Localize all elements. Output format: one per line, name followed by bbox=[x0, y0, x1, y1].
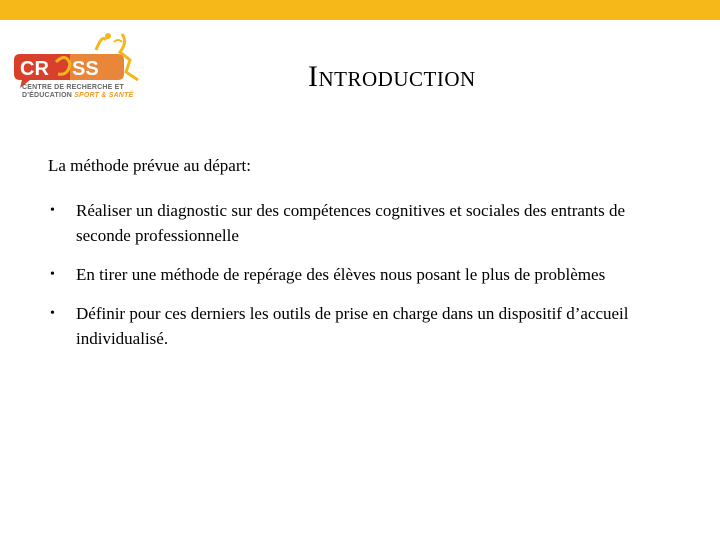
top-accent-bar bbox=[0, 0, 720, 20]
slide-title-rest: NTRODUCTION bbox=[318, 67, 476, 91]
bullet-icon: • bbox=[50, 306, 55, 321]
logo-tagline-prefix: D'ÉDUCATION bbox=[22, 92, 75, 99]
logo-tagline-accent: SPORT & SANTÉ bbox=[74, 92, 134, 99]
bullet-text: En tirer une méthode de repérage des élèves nous posant le plus de problèmes bbox=[76, 265, 606, 284]
list-item bbox=[50, 262, 670, 287]
bullet-icon: • bbox=[50, 203, 55, 218]
bullet-text: Définir pour ces derniers les outils de prise en charge dans un dispositif d’accueil individualisé. bbox=[76, 304, 629, 348]
list-item bbox=[50, 301, 670, 351]
bullet-icon: • bbox=[50, 267, 55, 282]
bullet-text: Réaliser un diagnostic sur des compétences cognitives et sociales des entrants de seconde professionnelle bbox=[76, 201, 626, 245]
logo-tagline-line2 bbox=[22, 92, 133, 100]
svg-text:CR: CR bbox=[20, 58, 49, 80]
slide-title bbox=[308, 60, 476, 94]
list-item bbox=[50, 198, 670, 248]
logo-tagline bbox=[22, 84, 133, 100]
bullet-list bbox=[50, 198, 670, 365]
slide-title-initial: I bbox=[308, 60, 319, 93]
svg-text:SS: SS bbox=[72, 58, 99, 80]
intro-text: La méthode prévue au départ: bbox=[48, 156, 251, 175]
logo-tagline-line1: CENTRE DE RECHERCHE ET bbox=[22, 84, 125, 91]
